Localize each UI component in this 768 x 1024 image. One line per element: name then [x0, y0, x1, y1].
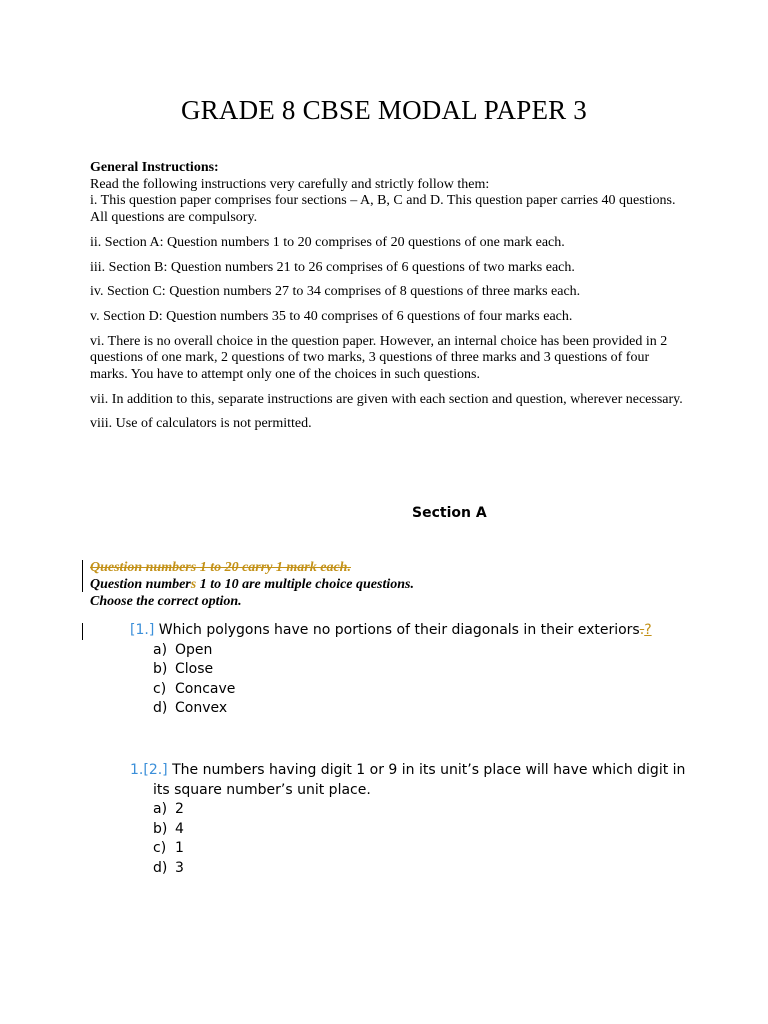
option-item: d) 3: [153, 859, 184, 876]
option-item: c) 1: [153, 840, 184, 856]
instruction-item: vi. There is no overall choice in the question paper. However, an internal choice has been provided in 2 questions of one mark, 2 questions of two marks, 3 questions of three marks and 3 questions of four marks. You have to attempt only one of the choices in such questions.: [90, 333, 668, 383]
instruction-item: iv. Section C: Question numbers 27 to 34 comprises of 8 questions of three marks each.: [90, 284, 581, 300]
question-text: Which polygons have no portions of their diagonals in their exteriors: [158, 622, 640, 638]
section-heading: Section A: [412, 505, 487, 521]
option-item: c) Concave: [153, 680, 236, 697]
options-list: [130, 641, 690, 719]
question-number: [1.]: [130, 622, 155, 638]
instructions-intro: Read the following instructions very carefully and strictly follow them:: [90, 176, 490, 192]
instruction-item: ii. Section A: Question numbers 1 to 20 comprises of 20 questions of one mark each.: [90, 234, 565, 250]
deleted-text: .: [639, 622, 645, 638]
option-item: b) Close: [153, 661, 214, 677]
section-note-line: Question numbers 1 to 10 are multiple choice questions.: [90, 577, 414, 592]
inserted-text: ?: [644, 622, 652, 638]
option-item: a) 2: [153, 801, 184, 817]
question-number: 1.[2.]: [130, 762, 168, 778]
question-stem: [130, 761, 690, 800]
instruction-item: i. This question paper comprises four sections – A, B, C and D. This question paper carries 40 questions. All questions are compulsory.: [90, 193, 676, 226]
deleted-text: Question numbers 1 to 20 carry 1 mark each.: [90, 560, 351, 575]
options-list: [130, 800, 690, 878]
option-item: a) Open: [153, 641, 213, 658]
instruction-item: vii. In addition to this, separate instructions are given with each section and question, wherever necessary.: [90, 391, 683, 407]
instruction-item: v. Section D: Question numbers 35 to 40 comprises of 6 questions of four marks each.: [90, 308, 573, 324]
change-bar: [82, 560, 83, 592]
option-item: b) 4: [153, 820, 184, 837]
question-text: The numbers having digit 1 or 9 in its unit’s place will have which digit in its square number’s unit place.: [153, 762, 686, 798]
instructions-heading: General Instructions:: [90, 160, 219, 175]
section-note-line2: Choose the correct option.: [90, 594, 242, 609]
change-bar: [82, 623, 83, 640]
option-item: d) Convex: [153, 700, 228, 716]
question-stem: [130, 621, 690, 641]
inserted-text: s: [190, 577, 197, 592]
question-2: [130, 761, 690, 878]
general-instructions: [90, 160, 690, 433]
section-note: [90, 559, 650, 610]
page-title: GRADE 8 CBSE MODAL PAPER 3: [180, 95, 588, 125]
question-1: [130, 621, 690, 719]
instruction-item: viii. Use of calculators is not permitted.: [90, 416, 312, 432]
instruction-item: iii. Section B: Question numbers 21 to 26 comprises of 6 questions of two marks each.: [90, 259, 575, 275]
